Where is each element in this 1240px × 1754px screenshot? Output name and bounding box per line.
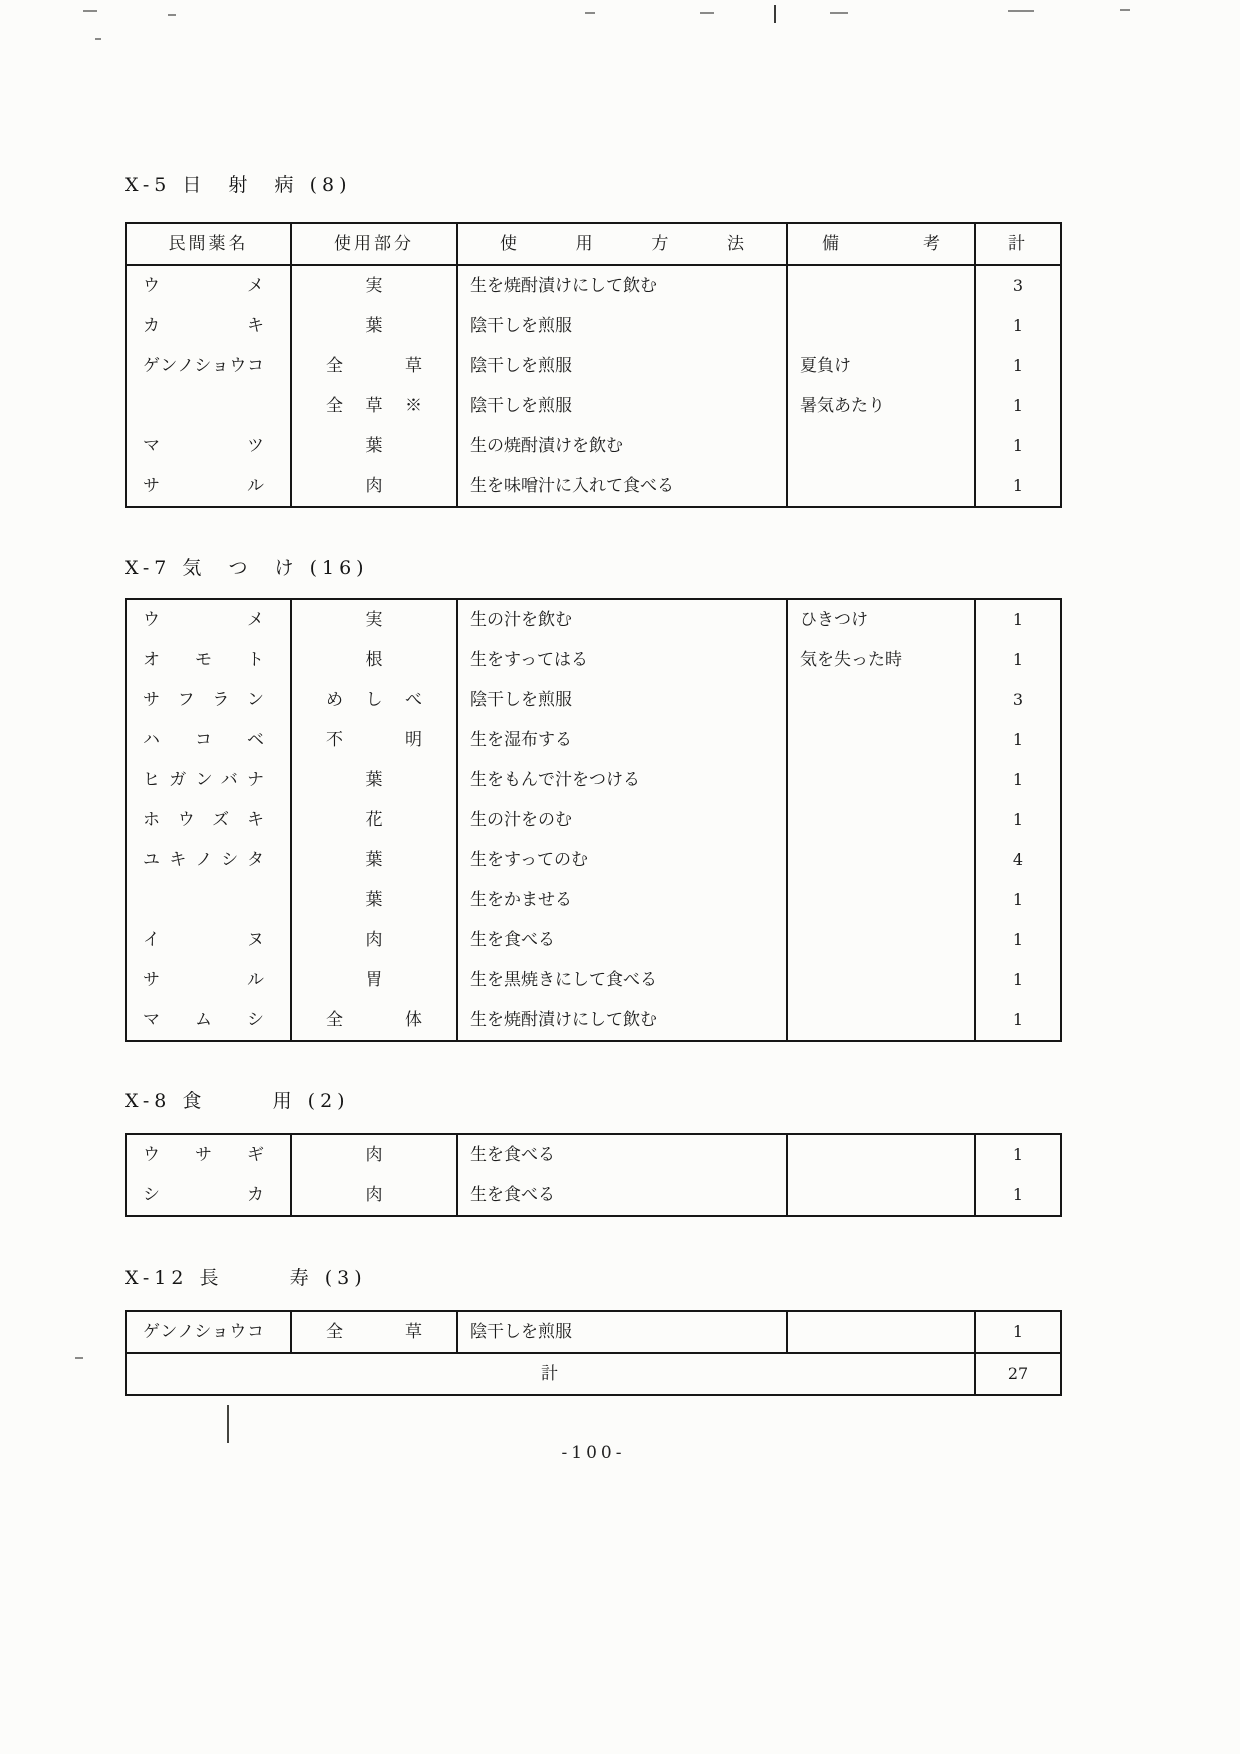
cell-part: めしべ	[292, 680, 458, 720]
table-row	[127, 266, 1060, 306]
scan-artifact	[774, 5, 776, 23]
table-row	[127, 840, 1060, 880]
cell-method: 陰干しを煎服	[458, 346, 788, 386]
cell-count: 1	[1012, 316, 1024, 335]
cell-name: マムシ	[127, 1000, 292, 1040]
cell-part: 肉	[292, 466, 458, 506]
table-row	[127, 1000, 1060, 1040]
cell-name	[127, 880, 292, 920]
grand-total-value: 27	[1007, 1364, 1029, 1383]
cell-note	[788, 1000, 976, 1040]
cell-note	[788, 720, 976, 760]
table-x7	[125, 598, 1062, 1042]
cell-part: 実	[292, 600, 458, 640]
cell-count: 1	[1012, 476, 1024, 495]
table-row	[127, 800, 1060, 840]
grand-total-row	[127, 1352, 1060, 1394]
cell-method: 生を食べる	[458, 1175, 788, 1215]
cell-name: ゲンノショウコ	[127, 346, 292, 386]
header-remarks: 備考	[788, 224, 976, 264]
cell-name: ウメ	[127, 266, 292, 306]
table-row	[127, 680, 1060, 720]
cell-note	[788, 1135, 976, 1175]
cell-note	[788, 306, 976, 346]
cell-count: 1	[1012, 356, 1024, 375]
cell-name: サル	[127, 960, 292, 1000]
cell-count: 1	[1012, 890, 1024, 909]
cell-name: ハコベ	[127, 720, 292, 760]
table-row	[127, 306, 1060, 346]
table-row	[127, 466, 1060, 506]
section-title-x7: X-7 気 つ け (16)	[125, 557, 369, 579]
cell-name: ウメ	[127, 600, 292, 640]
cell-name: オモト	[127, 640, 292, 680]
scan-artifact	[585, 12, 595, 14]
cell-method: 生の汁を飲む	[458, 600, 788, 640]
cell-note	[788, 466, 976, 506]
cell-name: カキ	[127, 306, 292, 346]
table-header-row	[127, 224, 1060, 266]
scan-artifact	[830, 12, 848, 14]
cell-part: 葉	[292, 880, 458, 920]
table-row	[127, 960, 1060, 1000]
cell-part: 全草	[292, 346, 458, 386]
cell-note	[788, 840, 976, 880]
table-row	[127, 1312, 1060, 1352]
scan-artifact	[83, 10, 97, 12]
cell-method: 生を焼酎漬けにして飲む	[458, 1000, 788, 1040]
cell-note	[788, 266, 976, 306]
cell-name: イヌ	[127, 920, 292, 960]
table-x8	[125, 1133, 1062, 1217]
scan-artifact	[1008, 10, 1034, 12]
header-total: 計	[1008, 234, 1028, 254]
cell-note	[788, 680, 976, 720]
cell-method: 生の汁をのむ	[458, 800, 788, 840]
table-row	[127, 426, 1060, 466]
cell-method: 生を黒焼きにして食べる	[458, 960, 788, 1000]
cell-part: 葉	[292, 426, 458, 466]
scan-artifact	[700, 12, 714, 14]
header-folk-medicine-name: 民間薬名	[127, 224, 292, 264]
cell-part: 花	[292, 800, 458, 840]
cell-count: 3	[1012, 276, 1024, 295]
page-number: -100-	[561, 1443, 626, 1463]
header-usage-method: 使用方法	[458, 224, 788, 264]
cell-count: 1	[1012, 1322, 1024, 1341]
cell-part: 実	[292, 266, 458, 306]
cell-count: 1	[1012, 930, 1024, 949]
cell-name: マツ	[127, 426, 292, 466]
cell-note	[788, 1175, 976, 1215]
scan-artifact	[168, 14, 176, 16]
cell-note	[788, 760, 976, 800]
cell-count: 1	[1012, 650, 1024, 669]
cell-name: ヒガンバナ	[127, 760, 292, 800]
cell-name: シカ	[127, 1175, 292, 1215]
scan-artifact	[95, 38, 101, 40]
cell-part: 肉	[292, 920, 458, 960]
cell-count: 1	[1012, 730, 1024, 749]
table-row	[127, 346, 1060, 386]
scan-artifact	[75, 1357, 83, 1359]
cell-part: 肉	[292, 1135, 458, 1175]
cell-count: 1	[1012, 610, 1024, 629]
grand-total-label: 計	[127, 1354, 976, 1394]
cell-count: 1	[1012, 436, 1024, 455]
cell-part: 全草	[292, 1312, 458, 1352]
cell-method: 生をすってのむ	[458, 840, 788, 880]
cell-method: 陰干しを煎服	[458, 306, 788, 346]
cell-part: 葉	[292, 306, 458, 346]
cell-count: 1	[1012, 1010, 1024, 1029]
cell-method: 生を焼酎漬けにして飲む	[458, 266, 788, 306]
table-row	[127, 600, 1060, 640]
table-row	[127, 880, 1060, 920]
cell-note: 気を失った時	[788, 640, 976, 680]
cell-note	[788, 800, 976, 840]
cell-method: 生をすってはる	[458, 640, 788, 680]
table-row	[127, 386, 1060, 426]
table-row	[127, 640, 1060, 680]
cell-method: 生をかませる	[458, 880, 788, 920]
section-title-x8: X-8 食 用 (2)	[125, 1090, 350, 1112]
scan-artifact	[1120, 9, 1130, 11]
cell-method: 生をもんで汁をつける	[458, 760, 788, 800]
header-part-used: 使用部分	[292, 224, 458, 264]
section-title-x5: X-5 日 射 病 (8)	[125, 174, 352, 196]
table-row	[127, 720, 1060, 760]
cell-note	[788, 426, 976, 466]
cell-name	[127, 386, 292, 426]
cell-count: 1	[1012, 810, 1024, 829]
cell-method: 陰干しを煎服	[458, 680, 788, 720]
table-x5	[125, 222, 1062, 508]
cell-count: 1	[1012, 1185, 1024, 1204]
cell-part: 葉	[292, 760, 458, 800]
cell-part: 葉	[292, 840, 458, 880]
cell-method: 陰干しを煎服	[458, 1312, 788, 1352]
cell-note: 暑気あたり	[788, 386, 976, 426]
cell-part: 胃	[292, 960, 458, 1000]
cell-part: 肉	[292, 1175, 458, 1215]
section-title-x12: X-12 長 寿 (3)	[125, 1267, 367, 1289]
cell-count: 1	[1012, 970, 1024, 989]
table-row	[127, 920, 1060, 960]
cell-method: 生の焼酎漬けを飲む	[458, 426, 788, 466]
cell-part: 不明	[292, 720, 458, 760]
cell-note	[788, 960, 976, 1000]
cell-name: ホウズキ	[127, 800, 292, 840]
cell-name: サル	[127, 466, 292, 506]
cell-count: 3	[1012, 690, 1024, 709]
cell-count: 1	[1012, 396, 1024, 415]
cell-name: ウサギ	[127, 1135, 292, 1175]
cell-name: ゲンノショウコ	[127, 1312, 292, 1352]
cell-note	[788, 1312, 976, 1352]
cell-method: 生を味噌汁に入れて食べる	[458, 466, 788, 506]
table-x12	[125, 1310, 1062, 1396]
table-row	[127, 1175, 1060, 1215]
cell-count: 1	[1012, 770, 1024, 789]
cell-part: 根	[292, 640, 458, 680]
table-row	[127, 760, 1060, 800]
cell-method: 生を食べる	[458, 1135, 788, 1175]
table-row	[127, 1135, 1060, 1175]
cell-method: 生を食べる	[458, 920, 788, 960]
cell-part: 全草※	[292, 386, 458, 426]
cell-part: 全体	[292, 1000, 458, 1040]
cell-note	[788, 880, 976, 920]
cell-name: サフラン	[127, 680, 292, 720]
scan-artifact	[227, 1405, 229, 1443]
cell-note: 夏負け	[788, 346, 976, 386]
cell-method: 生を湿布する	[458, 720, 788, 760]
cell-method: 陰干しを煎服	[458, 386, 788, 426]
cell-note	[788, 920, 976, 960]
cell-count: 1	[1012, 1145, 1024, 1164]
cell-count: 4	[1012, 850, 1024, 869]
cell-note: ひきつけ	[788, 600, 976, 640]
cell-name: ユキノシタ	[127, 840, 292, 880]
